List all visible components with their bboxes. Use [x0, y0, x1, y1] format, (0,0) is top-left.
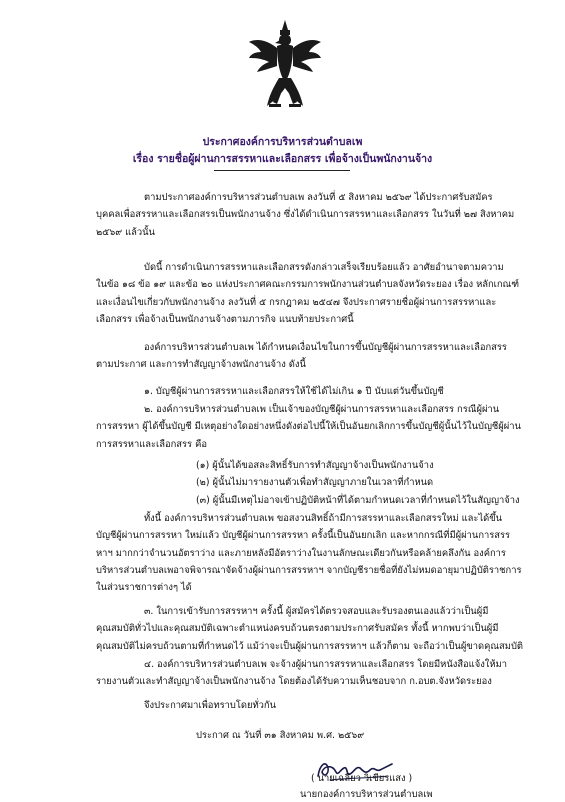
paragraph-conditions: [96, 339, 507, 374]
paragraph-authority: [96, 259, 520, 328]
signer-name: ( นายเฉลียว วิเชียรแสง ): [311, 773, 413, 784]
paragraph-line: คุณสมบัติไม่ครบถ้วนตามที่กำหนดไว้ แม้ว่าจะเป็นผู้ผ่านการสรรหาฯ แล้วก็ตาม จะถือว่าเป็นผู้ขาดคุณสมบัติ: [96, 640, 523, 652]
paragraph-line: ทั้งนี้ องค์การบริหารส่วนตำบลเพ ขอสงวนสิทธิ์ถ้ามีการสรรหาและเลือกสรรใหม่ และได้ขึ้น: [144, 513, 503, 524]
paragraph-line: บัญชีผู้ผ่านการสรรหา ใหม่แล้ว บัญชีผู้ผ่านการสรรหา ครั้งนี้เป็นอันยกเลิก และหากกรณีที่มีผู้ผ่านการสรร: [96, 530, 511, 542]
paragraph-line: ในข้อ ๑๘ ข้อ ๑๙ และข้อ ๒๐ แห่งประกาศคณะกรรมการพนักงานส่วนตำบลจังหวัดระยอง เรื่อง หลักเกณฑ์: [96, 279, 520, 291]
list-item: (๒) ผู้นั้นไม่มารายงานตัวเพื่อทำสัญญาภายในเวลาที่กำหนด: [196, 477, 434, 489]
paragraph-line: ตามประกาศองค์การบริหารส่วนตำบลเพ ลงวันที่ ๕ สิงหาคม ๒๕๖๙ ได้ประกาศรับสมัคร: [144, 192, 493, 203]
condition-item-3: [96, 603, 523, 655]
paragraph-reservation: [96, 510, 522, 596]
paragraph-line: และเงื่อนไขเกี่ยวกับพนักงานจ้าง ลงวันที่ ๕ กรกฎาคม ๒๕๔๗ จึงประกาศรายชื่อผู้ผ่านการสรรหาและ: [96, 296, 497, 308]
list-item: (๑) ผู้นั้นได้ขอสละสิทธิ์รับการทำสัญญาจ้างเป็นพนักงานจ้าง: [196, 460, 434, 471]
signer-title: นายกองค์การบริหารส่วนตำบลเพ: [300, 789, 433, 800]
paragraph-line: ตามประกาศ และการทำสัญญาจ้างพนักงานจ้าง ดังนี้: [96, 359, 306, 371]
paragraph-line: หาฯ มากกว่าจำนวนอัตราว่าง และภายหลังมีอัตราว่างในงานลักษณะเดียวกันหรือคล้ายคลึงกัน องค์การ: [96, 547, 506, 559]
paragraph-line: บุคคลเพื่อสรรหาและเลือกสรรเป็นพนักงานจ้าง ซึ่งได้ดำเนินการสรรหาและเลือกสรร ในวันที่ ๒๗ สิงหาคม: [96, 209, 515, 221]
announcement-subject: เรื่อง รายชื่อผู้ผ่านการสรรหาและเลือกสรร เพื่อจ้างเป็นพนักงานจ้าง: [132, 153, 433, 165]
paragraph-line: รายงานตัวและทำสัญญาจ้างเป็นพนักงานจ้าง โดยต้องได้รับความเห็นชอบจาก ก.อบต.จังหวัดระยอง: [96, 676, 492, 688]
announcement-heading: ประกาศองค์การบริหารส่วนตำบลเพ: [202, 136, 363, 148]
list-item: (๓) ผู้นั้นมีเหตุไม่อาจเข้าปฏิบัติหน้าที่ได้ตามกำหนดเวลาที่กำหนดไว้ในสัญญาจ้าง: [196, 494, 520, 506]
paragraph-line: ๑. บัญชีผู้ผ่านการสรรหาและเลือกสรรให้ใช้ได้ไม่เกิน ๑ ปี นับแต่วันขึ้นบัญชี: [144, 386, 444, 397]
paragraph-line: การสรรหา ผู้ได้ขึ้นบัญชี มีเหตุอย่างใดอย่างหนึ่งดังต่อไปนี้ให้เป็นอันยกเลิกการขึ้นบัญชีผู้นั้นไว้ในบัญชีผู้ผ่าน: [96, 421, 521, 433]
paragraph-line: บริหารส่วนตำบลเพอาจพิจารณาจัดจ้างผู้ผ่านการสรรหาฯ จากบัญชีรายชื่อที่ยังไม่หมดอายุมาปฏิบัติราชการ: [96, 564, 522, 576]
condition-item-1: [96, 383, 482, 400]
paragraph-line: ๓. ในการเข้ารับการสรรหาฯ ครั้งนี้ ผู้สมัครได้ตรวจสอบและรับรองตนเองแล้วว่าเป็นผู้มี: [144, 606, 489, 617]
announcement-closing: จึงประกาศมาเพื่อทราบโดยทั่วกัน: [144, 700, 277, 711]
paragraph-line: บัดนี้ การดำเนินการสรรหาและเลือกสรรดังกล่าวเสร็จเรียบร้อยแล้ว อาศัยอำนาจตามความ: [144, 262, 504, 273]
condition-item-4: [96, 656, 508, 691]
cancellation-reasons: [196, 457, 520, 509]
announcement-date: ประกาศ ณ วันที่ ๓๑ สิงหาคม พ.ศ. ๒๕๖๙: [196, 730, 365, 741]
paragraph-line: เลือกสรร เพื่อจ้างเป็นพนักงานจ้างตามภารกิจ แนบท้ายประกาศนี้: [96, 313, 354, 325]
paragraph-line: ๔. องค์การบริหารส่วนตำบลเพ จะจ้างผู้ผ่านการสรรหาและเลือกสรร โดยมีหนังสือแจ้งให้มา: [144, 659, 508, 670]
paragraph-line: การสรรหาและเลือกสรร คือ: [96, 438, 207, 450]
paragraph-line: องค์การบริหารส่วนตำบลเพ ได้กำหนดเงื่อนไขในการขึ้นบัญชีผู้ผ่านการสรรหาและเลือกสรร: [144, 342, 507, 353]
garuda-emblem: [247, 18, 323, 118]
paragraph-line: ในส่วนราชการต่างๆ ได้: [96, 582, 192, 594]
paragraph-line: คุณสมบัติทั่วไปและคุณสมบัติเฉพาะตำแหน่งครบถ้วนตรงตามประกาศรับสมัคร ทั้งนี้ หากพบว่าเป็นผู้มี: [96, 623, 499, 635]
paragraph-intro: [96, 189, 515, 241]
condition-item-2: [96, 401, 521, 453]
paragraph-line: ๒๕๖๙ แล้วนั้น: [96, 226, 155, 238]
heading-divider: [214, 170, 350, 171]
paragraph-line: ๒. องค์การบริหารส่วนตำบลเพ เป็นเจ้าของบัญชีผู้ผ่านการสรรหาและเลือกสรร กรณีผู้ผ่าน: [144, 404, 500, 415]
